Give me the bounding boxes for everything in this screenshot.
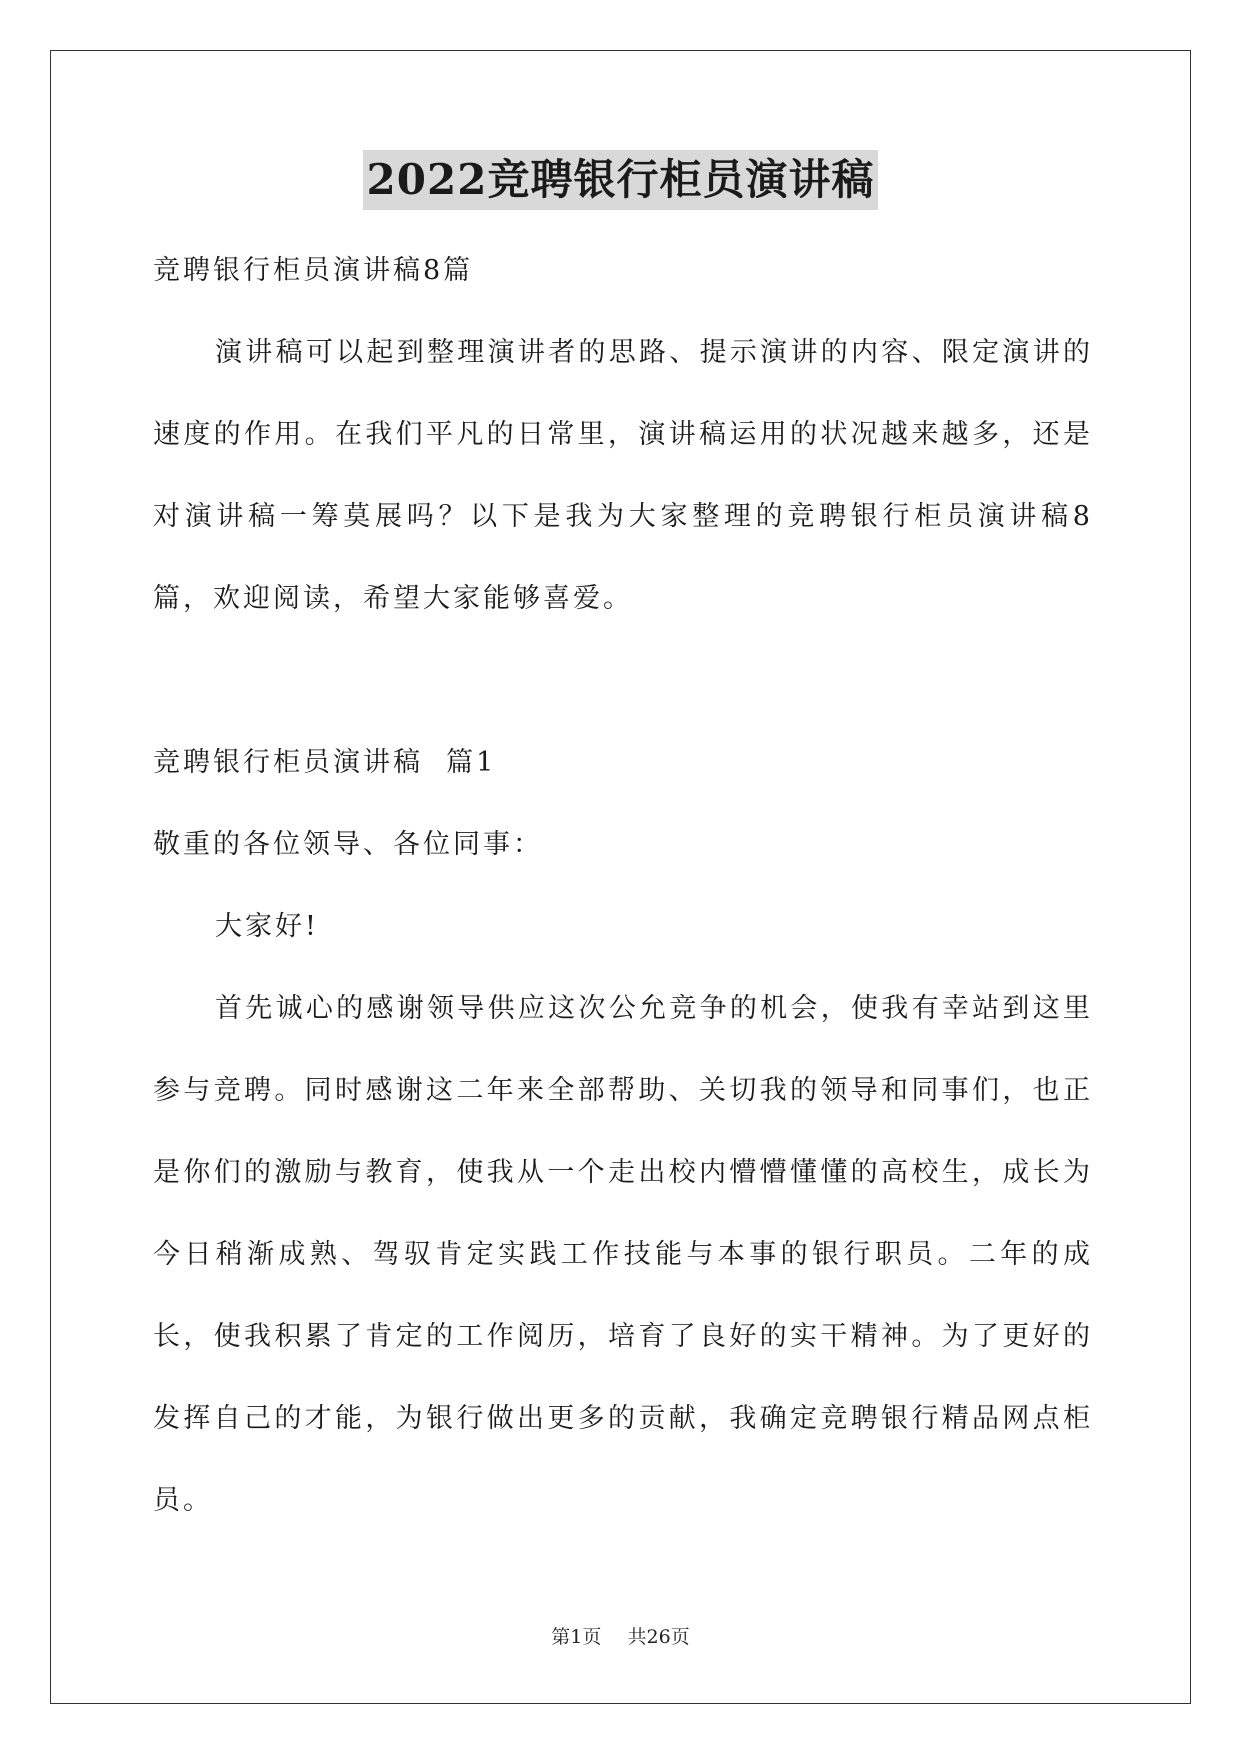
paragraph-spacer [153,640,1093,722]
document-subtitle: 竞聘银行柜员演讲稿8篇 [153,255,474,286]
document-body [153,230,1093,1542]
salutation: 敬重的各位领导、各位同事： [153,829,543,860]
greeting: 大家好! [215,911,319,942]
page-footer [0,1622,1241,1649]
body-paragraph: 首先诚心的感谢领导供应这次公允竞争的机会，使我有幸站到这里参与竞聘。同时感谢这二年来全部帮助、关切我的领导和同事们，也正是你们的激励与教育，使我从一个走出校内懵懵懂懂的高校生，成长为今日稍渐成熟、驾驭肯定实践工作技能与本事的银行职员。二年的成长，使我积累了肯定的工作阅历，培育了良好的实干精神。为了更好的发挥自己的才能，为银行做出更多的贡献，我确定竞聘银行精品网点柜员。 [153,993,1093,1516]
intro-paragraph: 演讲稿可以起到整理演讲者的思路、提示演讲的内容、限定演讲的速度的作用。在我们平凡的日常里，演讲稿运用的状况越来越多，还是对演讲稿一筹莫展吗？以下是我为大家整理的竞聘银行柜员演讲稿8篇，欢迎阅读，希望大家能够喜爱。 [153,337,1093,614]
title-container [0,150,1241,210]
document-title: 2022竞聘银行柜员演讲稿 [363,150,879,210]
page-total: 共26页 [627,1626,690,1648]
page-number: 第1页 [551,1626,602,1648]
section-heading: 竞聘银行柜员演讲稿 篇1 [153,747,497,778]
